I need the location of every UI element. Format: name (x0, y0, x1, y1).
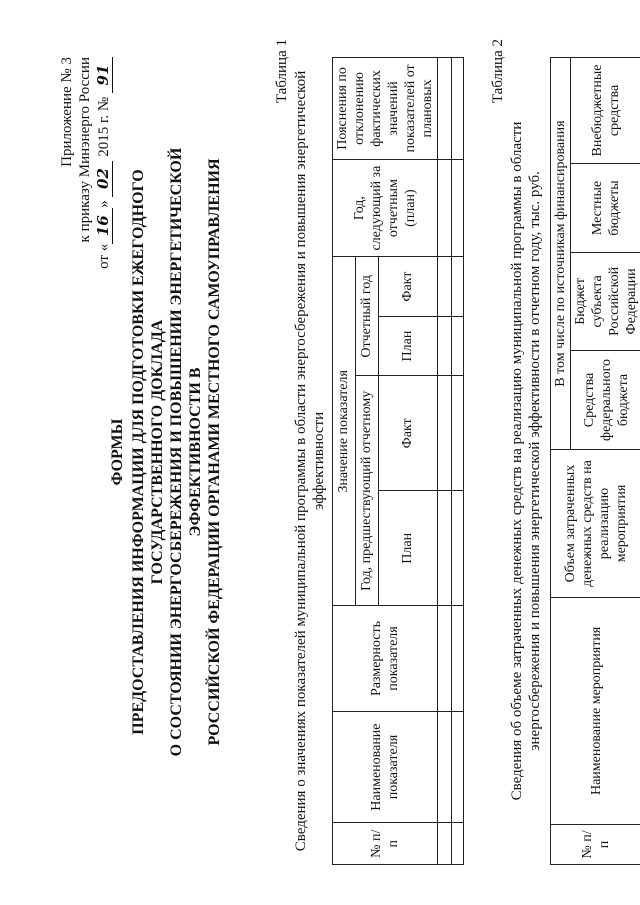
appendix-line1: Приложение № 3 (59, 57, 75, 167)
rotated-content (20, 27, 639, 877)
t2-header-local: Местные бюджеты (571, 164, 640, 253)
t1-cell (438, 606, 452, 711)
title-heading: ФОРМЫ (109, 418, 126, 486)
t1-header-prev-year: Год, предшествующий отчетному (355, 376, 378, 606)
t1-cell (438, 823, 452, 865)
t1-cell (438, 376, 452, 491)
order-number: 91 (94, 57, 113, 93)
t1-cell (452, 376, 464, 491)
t1-header-report-fact: Факт (378, 257, 437, 316)
t1-cell (452, 491, 464, 606)
table1-caption-line2: эффективности (311, 411, 327, 511)
title-line1: ПРЕДОСТАВЛЕНИЯ ИНФОРМАЦИИ ДЛЯ ПОДГОТОВКИ ЕЖЕГОДНОГО ГОСУДАРСТВЕННОГО ДОКЛАДА (130, 169, 166, 735)
table1-caption (292, 57, 328, 865)
t2-header-volume: Объем затраченных денежных средств на реализацию мероприятия (551, 450, 640, 598)
t1-header-prev-plan: План (378, 491, 437, 606)
t1-cell (438, 316, 452, 376)
date-mid: » (96, 200, 112, 208)
t1-header-next-year: Год, следующий за отчетным (план) (333, 159, 438, 257)
t1-empty-row (452, 58, 464, 865)
table1-caption-line1: Сведения о значениях показателей муниципальной программы в области энергосбережения и повышения энергетической (293, 70, 309, 852)
t1-empty-row (438, 58, 452, 865)
t1-header-unit: Размерность показателя (333, 606, 438, 711)
table2-caption (508, 57, 544, 865)
t1-cell (452, 606, 464, 711)
t1-header-prev-fact: Факт (378, 376, 437, 491)
appendix-block (58, 57, 113, 269)
date-day: 16 (94, 208, 113, 244)
t1-cell (452, 58, 464, 160)
t2-header-name: Наименование мероприятия (551, 597, 640, 824)
t1-header-value: Значение показателя (333, 257, 356, 606)
t1-cell (452, 257, 464, 316)
t1-cell (452, 823, 464, 865)
t1-header-report-plan: План (378, 316, 437, 376)
t2-header-federal: Средства федерального бюджета (571, 350, 640, 449)
table2 (550, 57, 640, 865)
table2-caption-line1: Сведения об объеме затраченных денежных средств на реализацию муниципальной программы в области (509, 121, 525, 801)
t2-header-regional: Бюджет субъекта Российской Федерации (571, 253, 640, 351)
t2-header-num: № п/п (551, 824, 640, 864)
t1-cell (438, 257, 452, 316)
t1-cell (452, 711, 464, 823)
table1 (332, 57, 464, 865)
appendix-line2: к приказу Минэнерго России (77, 57, 93, 243)
t1-cell (452, 316, 464, 376)
document-title (108, 147, 224, 757)
t1-header-explanation: Пояснения по отклонению фактических значений показателей от плановых (333, 58, 438, 160)
t2-header-sources: В том числе по источникам финансирования (551, 58, 571, 450)
t1-cell (438, 491, 452, 606)
date-year: 2015 г. № (96, 96, 112, 157)
t2-header-extra: Внебюджетные средства (571, 58, 640, 164)
date-prefix: от « (96, 243, 112, 269)
t1-header-report-year: Отчетный год (355, 257, 378, 376)
title-line3: РОССИЙСКОЙ ФЕДЕРАЦИИ ОРГАНАМИ МЕСТНОГО САМОУПРАВЛЕНИЯ (206, 158, 223, 746)
t1-header-num: № п/п (333, 823, 438, 865)
t1-cell (438, 58, 452, 160)
t1-cell (438, 159, 452, 257)
table2-caption-line2: энергосбережения и повышения энергетической эффективности в отчетном году, тыс. руб. (527, 171, 543, 751)
table2-label: Таблица 2 (490, 39, 506, 104)
t1-cell (452, 159, 464, 257)
table1-label: Таблица 1 (274, 39, 290, 104)
date-month: 02 (94, 161, 113, 197)
title-line2: О СОСТОЯНИИ ЭНЕРГОСБЕРЕЖЕНИЯ И ПОВЫШЕНИИ ЭНЕРГЕТИЧЕСКОЙ ЭФФЕКТИВНОСТИ В (168, 147, 204, 757)
t1-header-name: Наименование показателя (333, 711, 438, 823)
t1-cell (438, 711, 452, 823)
